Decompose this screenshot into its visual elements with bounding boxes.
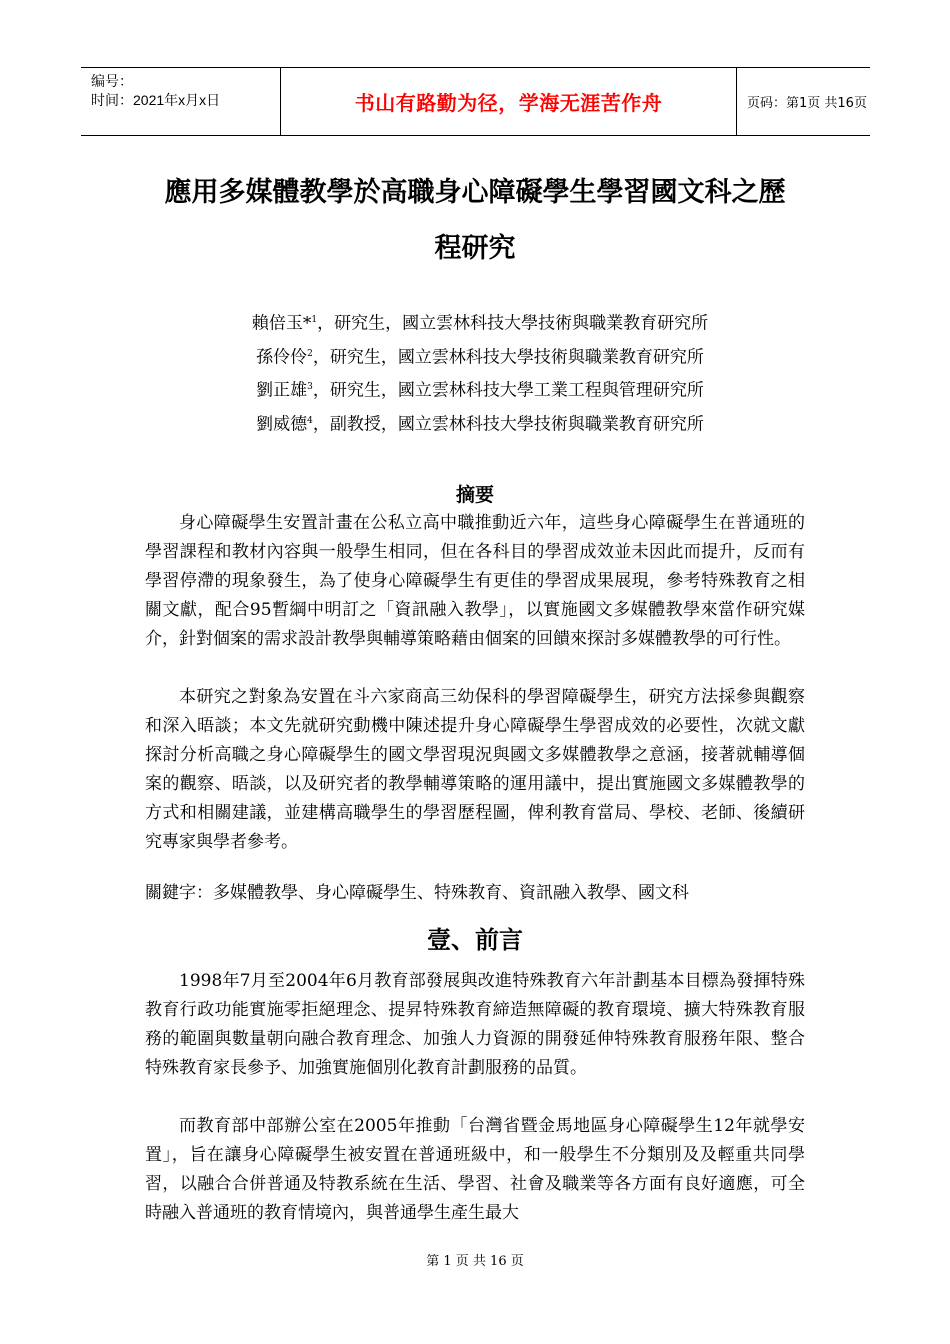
- document-number-label: 编号：: [91, 73, 133, 89]
- author-affiliation: ，研究生，國立雲林科技大學技術與職業教育研究所: [317, 313, 709, 334]
- author-name: 孫伶伶: [256, 347, 308, 368]
- introduction-paragraph-1: 1998年7月至2004年6月教育部發展與改進特殊教育六年計劃基本目標為發揮特殊教育行政功能實施零拒絕理念、提昇特殊教育締造無障礙的教育環境、擴大特殊教育服務的範圍與數量朝向融合教育理念、加強人力資源的開發延伸特殊教育服務年限、整合特殊教育家長參予、加強實施個別化教育計劃服務的品質。: [145, 971, 805, 1078]
- document-time-label: 时间：2021年x月x日: [91, 92, 221, 108]
- keywords-line: 關鍵字：多媒體教學、身心障礙學生、特殊教育、資訊融入教學、國文科: [145, 883, 689, 903]
- abstract-paragraph-2: 本研究之對象為安置在斗六家商高三幼保科的學習障礙學生，研究方法採參與觀察和深入晤談；本文先就研究動機中陳述提升身心障礙學生學習成效的必要性，次就文獻探討分析高職之身心障礙學生的國文學習現況與國文多媒體教學之意涵，接著就輔導個案的觀察、晤談，以及研究者的教學輔導策略的運用議中，提出實施國文多媒體教學的方式和相關建議，並建構高職學生的學習歷程圖，俾利教育當局、學校、老師、後續研究專家與學者參考。: [145, 687, 805, 852]
- paper-title-line-2: 程研究: [434, 233, 516, 264]
- author-name: 劉正雄: [256, 380, 308, 401]
- page-header-table: [81, 67, 870, 136]
- abstract-paragraph-1: 身心障礙學生安置計畫在公私立高中職推動近六年，這些身心障礙學生在普通班的學習課程和教材內容與一般學生相同，但在各科目的學習成效並未因此而提升，反而有學習停滯的現象發生，為了使身心障礙學生有更佳的學習成果展現，參考特殊教育之相關文獻，配合95暫綱中明訂之「資訊融入教學」，以實施國文多媒體教學來當作研究媒介，針對個案的需求設計教學與輔導策略藉由個案的回饋來探討多媒體教學的可行性。: [145, 513, 805, 649]
- author-name: 賴倍玉*: [251, 313, 312, 334]
- author-entry: [200, 372, 760, 406]
- introduction-paragraph-2: 而教育部中部辦公室在2005年推動「台灣省暨金馬地區身心障礙學生12年就學安置」，旨在讓身心障礙學生被安置在普通班級中，和一般學生不分類別及及輕重共同學習，以融合合併普通及特教系統在生活、學習、社會及職業等各方面有良好適應，可全時融入普通班的教育情境內，與普通學生產生最大: [145, 1116, 805, 1223]
- author-marker: 1: [311, 315, 318, 325]
- author-marker: 2: [307, 348, 313, 359]
- author-entry: [200, 339, 760, 373]
- author-marker: 3: [307, 382, 313, 393]
- page-footer: 第 1 页 共 16 页: [426, 1254, 524, 1269]
- header-page-info: 页码：第1页 共16页: [747, 96, 867, 111]
- header-slogan: 书山有路勤为径，学海无涯苦作舟: [281, 68, 737, 135]
- introduction-heading: 壹、前言: [427, 925, 523, 954]
- author-name: 劉威德: [256, 414, 308, 435]
- author-affiliation: ，副教授，國立雲林科技大學技術與職業教育研究所: [312, 414, 704, 435]
- author-affiliation: ，研究生，國立雲林科技大學工業工程與管理研究所: [312, 380, 704, 401]
- author-marker: 4: [307, 415, 313, 426]
- author-affiliation: ，研究生，國立雲林科技大學技術與職業教育研究所: [312, 347, 704, 368]
- header-meta-cell: [81, 68, 281, 135]
- author-entry: [200, 406, 760, 440]
- author-list: [200, 305, 760, 440]
- paper-title-line-1: 應用多媒體教學於高職身心障礙學生學習國文科之歷: [164, 177, 786, 208]
- author-entry: [200, 305, 760, 339]
- abstract-heading: 摘要: [455, 484, 494, 506]
